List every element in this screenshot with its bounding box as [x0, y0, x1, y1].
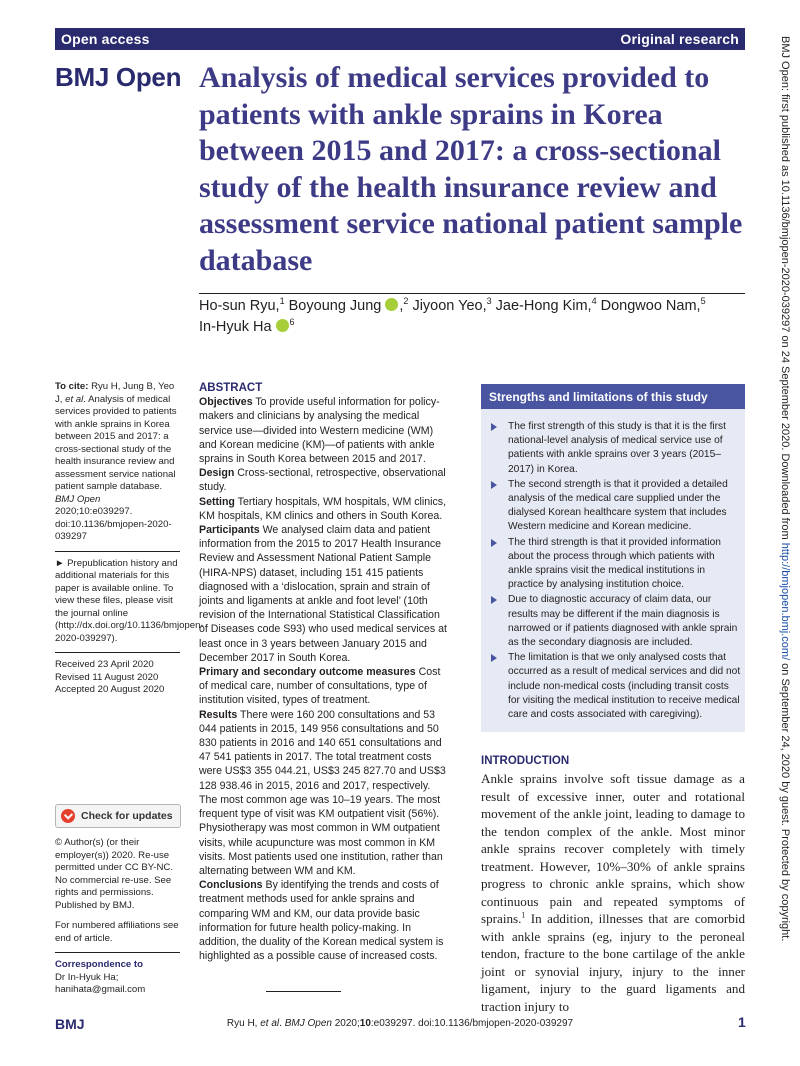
bmj-footer-logo: BMJ	[55, 1016, 85, 1032]
section-label: Setting	[199, 495, 235, 508]
footer-volume: 10	[359, 1018, 371, 1029]
section-label: Design	[199, 467, 235, 480]
section-label: Objectives	[199, 396, 253, 409]
correspondence-name: Dr In-Hyuk Ha;	[55, 971, 119, 983]
citation-text: . Analysis of medical services provided to patients with ankle sprains in Korea between 2015 and 2017: a cross-sectional study of the health insurance review and assessment service national patient sample database.	[55, 393, 177, 492]
article-title: Analysis of medical services provided to patients with ankle sprains in Korea between 2015 and 2017: a cross-sectional study of the health insurance review and assessment service national patient sample database	[199, 61, 743, 277]
author-name[interactable]: Jae-Hong Kim,	[495, 298, 592, 314]
list-item: The first strength of this study is that it is the first national-level analysis of medical service use of patients with ankle sprains over 3 years (2015–2017) in Korea.	[487, 420, 741, 477]
journal-link[interactable]: http://bmjopen.bmj.com/	[779, 542, 791, 661]
introduction-heading: INTRODUCTION	[481, 755, 570, 767]
list-item: The third strength is that it provided information about the process through which patients with ankle sprains visit the medical institutions in practice by analysing institution choice.	[487, 536, 741, 593]
citation-block	[55, 381, 180, 544]
author-name[interactable]: In-Hyuk Ha	[199, 319, 272, 335]
abstract-setting	[199, 495, 451, 523]
section-label: Primary and secondary outcome measures	[199, 666, 416, 679]
section-text: Cross-sectional, retrospective, observational study.	[199, 467, 446, 494]
rights-sidebar	[55, 837, 180, 997]
abstract-end-rule	[266, 991, 341, 992]
section-text: Cost of medical care, number of consultations, type of institution visited, types of treatment.	[199, 666, 441, 707]
citation-journal: BMJ Open	[55, 493, 101, 505]
correspondence-email[interactable]: hanihata@gmail.com	[55, 984, 146, 995]
open-access-label: Open access	[61, 31, 150, 47]
download-notice	[773, 36, 793, 1032]
abstract-objectives	[199, 395, 451, 466]
abstract-conclusions	[199, 878, 451, 963]
article-type-label: Original research	[620, 31, 739, 47]
section-text: To provide useful information for policy-makers and clinicians by analysing the medical service use—divided into Western medicine (WM) and Korean medicine (KM)—of patients with ankle sprains in South Korea between 2015 and 2017.	[199, 396, 440, 466]
affiliation-sup: 1	[279, 296, 285, 307]
affiliation-sup: 3	[486, 296, 492, 307]
download-notice-pre: BMJ Open: first published as 10.1136/bmjopen-2020-039297 on 24 September 2020. Downloaded from	[779, 36, 791, 543]
abstract-participants	[199, 523, 451, 665]
sidebar-divider	[55, 952, 180, 953]
citation-label: To cite:	[55, 381, 89, 392]
affiliations-note: For numbered affiliations see end of article.	[55, 920, 179, 944]
orcid-icon[interactable]	[385, 298, 398, 311]
abstract-design	[199, 466, 451, 494]
section-label: Conclusions	[199, 879, 263, 892]
footer-authors: Ryu H,	[226, 1018, 261, 1029]
section-text: There were 160 200 consultations and 53 044 patients in 2015, 149 956 consultations and 50 830 patients in 2016 and 140 651 consultations and 47 541 patients in 2017. The total treatment costs were US$3 355 044.21, US$3 245 827.70 and US$3 128 938.46 in 2015, 2016 and 2017, respectively. The most common age was 10–19 years. The most frequent type of visit was KM outpatient visit (56%). Physiotherapy was most common in WM outpatient visits, while acupuncture was most common in KM visits. Most patients used one institution, rather than alternating between WM and KM.	[199, 708, 446, 877]
citation-doi: 2020;10:e039297. doi:10.1136/bmjopen-2020-039297	[55, 506, 172, 542]
section-text: Tertiary hospitals, WM hospitals, WM clinics, KM hospitals, KM clinics and others in South Korea.	[199, 495, 447, 522]
orcid-icon[interactable]	[276, 319, 289, 332]
section-label: Participants	[199, 524, 260, 537]
page-number: 1	[738, 1014, 746, 1030]
download-notice-post: on September 24, 2020 by guest. Protected by copyright.	[779, 660, 791, 942]
citation-etal: et al	[65, 393, 84, 405]
section-text: By identifying the trends and costs of treatment methods used for ankle sprains and comparing WM and KM, our data provide basic information for future health policy-making. In addition, the duality of the Korean medical system is highlighted as a possible cause of increased costs.	[199, 879, 444, 963]
reference-sup[interactable]: 1	[521, 910, 526, 920]
title-divider	[199, 293, 745, 294]
sidebar-divider	[55, 551, 180, 552]
strengths-heading-bar	[481, 384, 745, 409]
footer-doi: :e039297. doi:10.1136/bmjopen-2020-039297	[370, 1018, 574, 1029]
abstract-outcomes	[199, 665, 451, 708]
footer-sep: .	[279, 1018, 285, 1029]
accepted-date: Accepted 20 August 2020	[55, 684, 165, 695]
revised-date: Revised 11 August 2020	[55, 671, 159, 683]
author-list: Ho-sun Ryu,$^1$ Boyoung Jung ,$^2$ Jiyoon Yeo,$^3$ Jae-Hong Kim,$^4$ Dongwoo Nam,$^5$ In-Hyuk Ha $^6$	[199, 296, 706, 335]
affiliation-sup: 5	[700, 296, 706, 307]
introduction-text	[481, 770, 745, 1015]
intro-paragraph-cont: In addition, illnesses that are comorbid with ankle sprains (eg, injury to the peroneal tendon, fracture to the bone cartilage of the ankle joint or synovial injury, injury to the inner ligament, injury to the guard ligaments and traction injury to	[481, 911, 745, 1014]
received-date: Received 23 April 2020	[55, 659, 154, 670]
strengths-heading: Strengths and limitations of this study	[489, 390, 708, 404]
author-name[interactable]: Boyoung Jung	[288, 298, 382, 314]
sidebar-divider	[55, 652, 180, 653]
strengths-box	[481, 384, 745, 732]
section-text: We analysed claim data and patient information from the 2015 to 2017 Health Insurance Review and Assessment National Patient Sample (HIRA-NPS) dataset, including 151 415 patients diagnosed with a ‘dislocation, sprain and strain of joints and ligaments at ankle and foot level’ (10th revision of the International Statistical Classification of Diseases code S93) who used medical services at least once in 3 years between January 2015 and December 2017 in South Korea.	[199, 524, 447, 664]
footer-year: 2020;	[331, 1018, 360, 1029]
citation-sidebar	[55, 381, 204, 697]
abstract	[199, 381, 451, 963]
top-banner	[55, 28, 745, 50]
author-name[interactable]: Jiyoon Yeo,	[412, 298, 487, 314]
list-item: The limitation is that we only analysed costs that occurred as a result of medical services and did not include non-medical costs (including transit costs for visiting the medical institution to receive medical care and costs associated with caregiving).	[487, 651, 741, 722]
affiliation-sup: 4	[591, 296, 597, 307]
correspondence-label: Correspondence to	[55, 959, 143, 970]
abstract-results	[199, 708, 451, 878]
author-name[interactable]: Dongwoo Nam,	[600, 298, 701, 314]
affiliation-sup: 6	[289, 317, 295, 328]
check-updates-icon	[61, 809, 75, 823]
footer-citation	[0, 1018, 800, 1029]
check-for-updates-button[interactable]	[55, 804, 181, 828]
author-name[interactable]: Ho-sun Ryu,	[199, 298, 280, 314]
journal-logo: BMJ Open	[55, 62, 182, 92]
section-label: Results	[199, 708, 238, 721]
footer-etal: et al	[260, 1018, 280, 1029]
abstract-heading: ABSTRACT	[199, 382, 263, 394]
footer-journal: BMJ Open	[284, 1018, 332, 1029]
list-item: The second strength is that it provided a detailed analysis of the medical care supplied under the dialysed Korean healthcare system that includes Western medicine and Korean medicine.	[487, 478, 741, 535]
affiliation-sup: 2	[403, 296, 409, 307]
copyright-note: © Author(s) (or their employer(s)) 2020. Re-use permitted under CC BY-NC. No commercial re-use. See rights and permissions. Published by BMJ.	[55, 837, 174, 911]
list-item: Due to diagnostic accuracy of claim data, our results may be different if the main diagnosis is narrowed or if patients diagnosed with ankle sprain as the secondary diagnosis are included.	[487, 593, 741, 650]
check-updates-label: Check for updates	[81, 810, 173, 822]
prepub-note: ► Prepublication history and additional materials for this paper is available online. To view these files, please visit the journal online (http://dx.doi.org/10.1136/bmjopen-2020-039297).	[55, 557, 204, 644]
intro-paragraph: Ankle sprains involve soft tissue damage as a result of excessive inner, outer and rotational movement of the ankle joint, leading to damage to the tendon complex of the ankle. Most minor ankle sprains recover completely with timely treatment. However, 10%–30% of ankle sprains progress to chronic ankle sprains, which show continuous pain and repeated symptoms of sprains.	[481, 771, 745, 926]
citation-authors: Ryu H, Jung B, Yeo J,	[55, 381, 175, 405]
strengths-list	[487, 420, 741, 723]
